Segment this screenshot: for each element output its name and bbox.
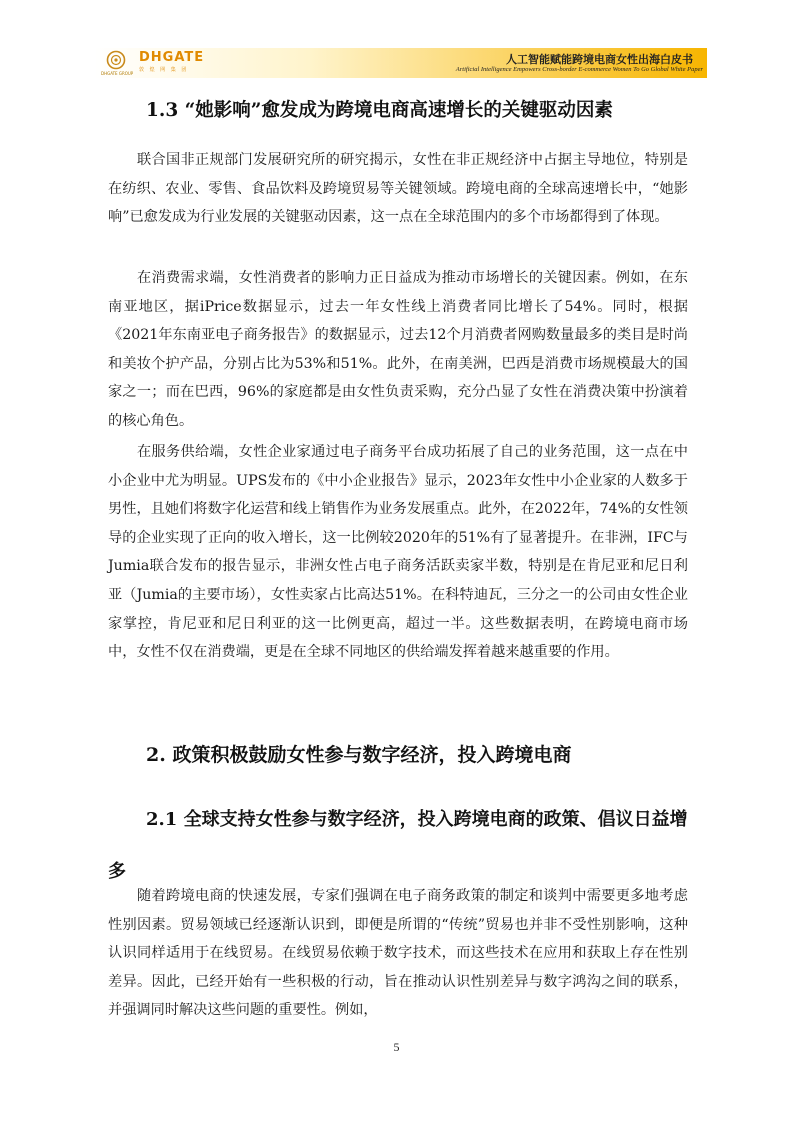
section-1-3-heading: 1.3 “她影响”愈发成为跨境电商高速增长的关键驱动因素 (146, 100, 613, 121)
paragraph-3: 在服务供给端，女性企业家通过电子商务平台成功拓展了自己的业务范围，这一点在中小企业中尤为明显。UPS发布的《中小企业报告》显示，2023年女性中小企业家的人数多于男性，且她们将数字化运营和线上销售作为业务发展重点。此外，在2022年，74%的女性领导的企业实现了正向的收入增长，这一比例较2020年的51%有了显著提升。在非洲，IFC与Jumia联合发布的报告显示，非洲女性占电子商务活跃卖家半数，特别是在肯尼亚和尼日利亚（Jumia的主要市场），女性卖家占比高达51%。在科特迪瓦，三分之一的公司由女性企业家掌控，肯尼亚和尼日利亚的这一比例更高，超过一半。这些数据表明，在跨境电商市场中，女性不仅在消费端，更是在全球不同地区的供给端发挥着越来越重要的作用。 (108, 444, 688, 661)
header-title-cn: 人工智能赋能跨境电商女性出海白皮书 (506, 53, 693, 66)
dhgate-emblem-icon (103, 50, 129, 70)
paragraph-4: 随着跨境电商的快速发展，专家们强调在电子商务政策的制定和谈判中需要更多地考虑性别因素。贸易领域已经逐渐认识到，即便是所谓的“传统”贸易也并非不受性别影响，这种认识同样适用于在线贸易。在线贸易依赖于数字技术，而这些技术在应用和获取上存在性别差异。因此，已经开始有一些积极的行动，旨在推动认识性别差异与数字鸿沟之间的联系，并强调同时解决这些问题的重要性。例如， (108, 888, 688, 1019)
logo-text: DHGATE (139, 50, 205, 65)
section-2-heading: 2. 政策积极鼓励女性参与数字经济，投入跨境电商 (146, 744, 572, 766)
page-number: 5 (393, 1040, 400, 1054)
page-header (95, 48, 707, 78)
logo-caption: DHGATE GROUP (101, 71, 134, 76)
logo-subtext: 敦 煌 网 集 团 (139, 67, 189, 73)
paragraph-1: 联合国非正规部门发展研究所的研究揭示，女性在非正规经济中占据主导地位，特别是在纺织、农业、零售、食品饮料及跨境贸易等关键领域。跨境电商的全球高速增长中，“她影响”已愈发成为行业发展的关键驱动因素，这一点在全球范围内的多个市场都得到了体现。 (108, 152, 688, 226)
header-title-en: Artificial Intelligence Empowers Cross-border E-commerce Women To Go Global White Paper (455, 66, 703, 73)
section-2-1-heading: 2.1 全球支持女性参与数字经济，投入跨境电商的政策、倡议日益增多 (108, 809, 688, 882)
paragraph-2: 在消费需求端，女性消费者的影响力正日益成为推动市场增长的关键因素。例如，在东南亚地区，据iPrice数据显示，过去一年女性线上消费者同比增长了54%。同时，根据《2021年东南亚电子商务报告》的数据显示，过去12个月消费者网购数量最多的类目是时尚和美妆个护产品，分别占比为53%和51%。此外，在南美洲，巴西是消费市场规模最大的国家之一；而在巴西，96%的家庭都是由女性负责采购，充分凸显了女性在消费决策中扮演着的核心角色。 (108, 270, 688, 429)
